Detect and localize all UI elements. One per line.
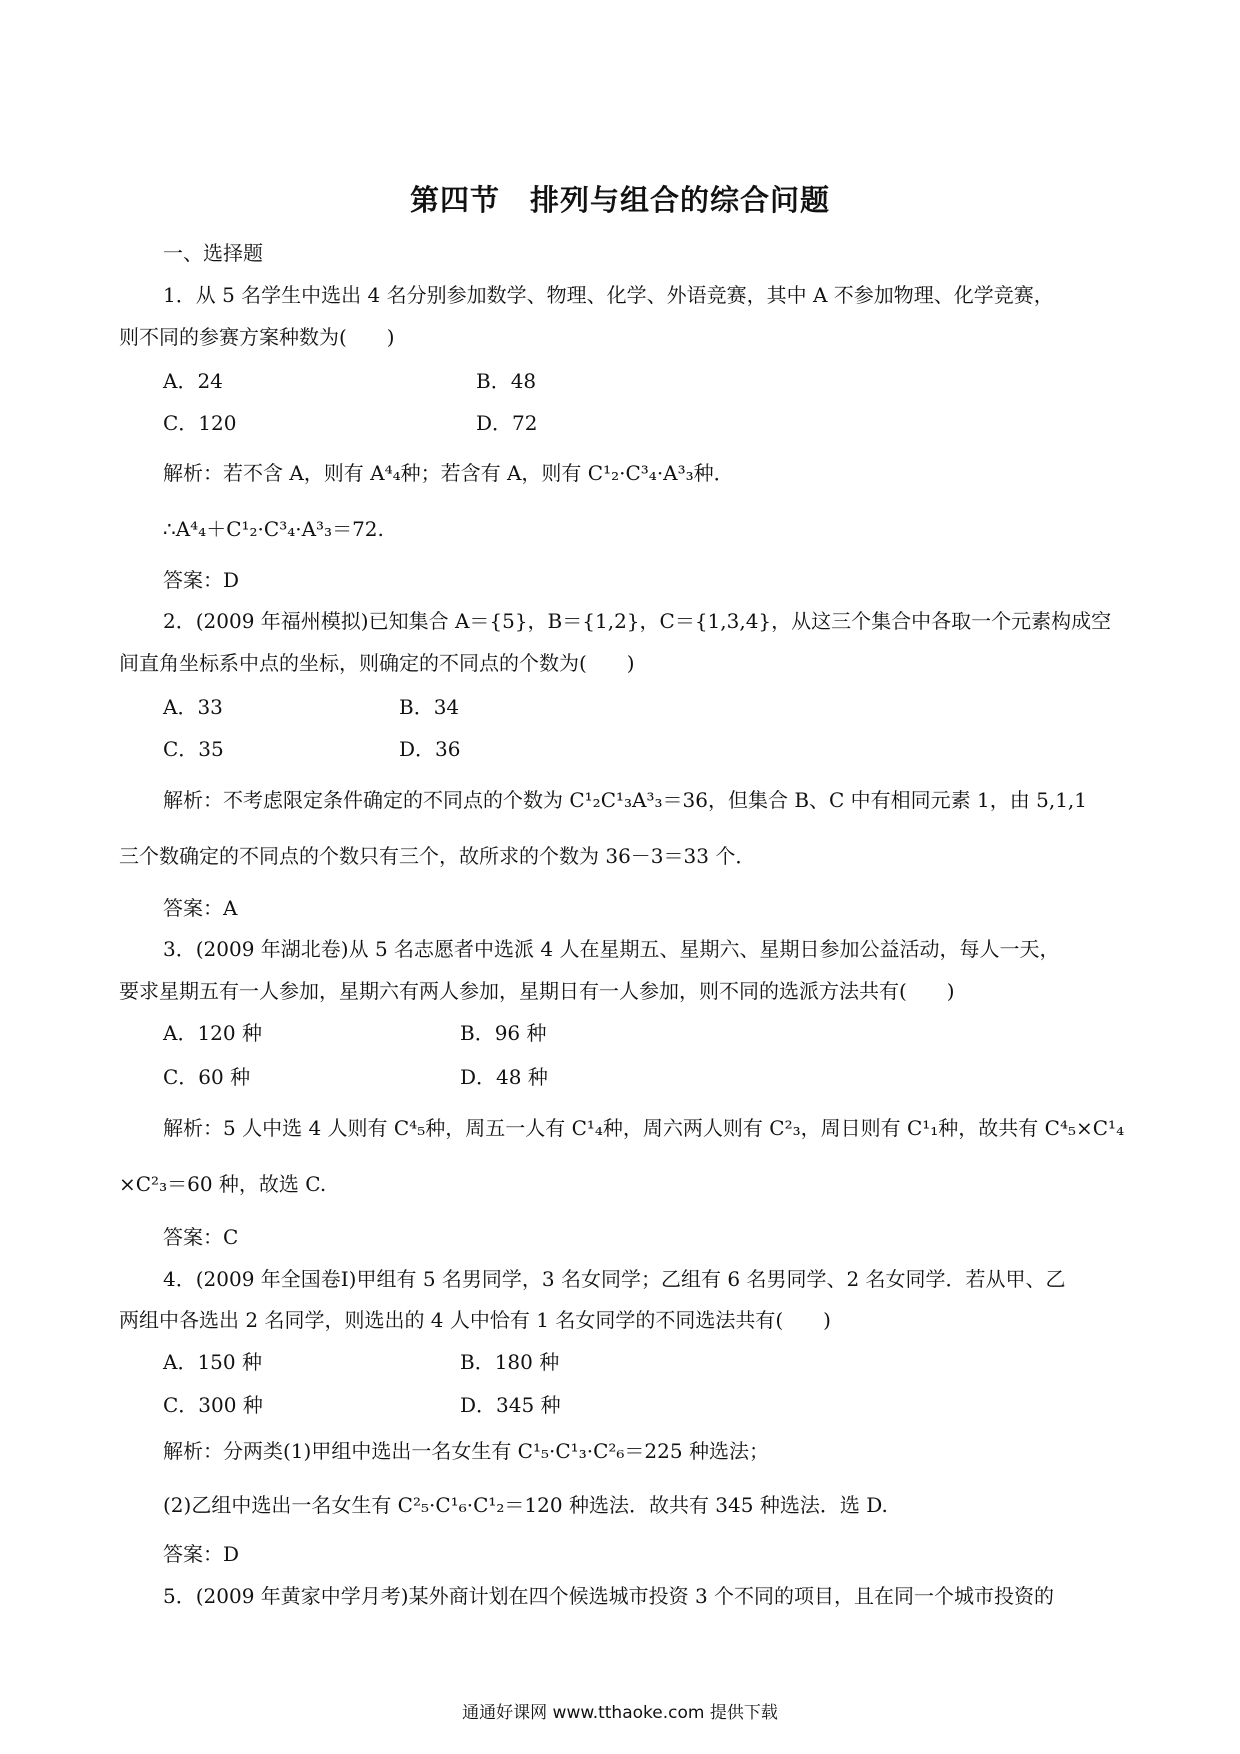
q1-option-a: A．24 (163, 369, 223, 393)
q3-option-c: C．60 种 (163, 1065, 251, 1089)
q4-answer: 答案：D (163, 1542, 240, 1566)
q2-answer: 答案：A (163, 896, 238, 920)
q3-analysis-line2: ×C²₃＝60 种，故选 C. (119, 1172, 327, 1196)
q2-option-c: C．35 (163, 737, 224, 761)
q1-stem-line1: 1．从 5 名学生中选出 4 名分别参加数学、物理、化学、外语竞赛，其中 A 不参加物理、化学竞赛， (163, 283, 1054, 307)
q4-stem-line1: 4．(2009 年全国卷Ⅰ)甲组有 5 名男同学，3 名女同学；乙组有 6 名男同学、2 名女同学．若从甲、乙 (163, 1267, 1066, 1291)
q4-option-d: D．345 种 (460, 1393, 561, 1417)
q1-option-d: D．72 (476, 411, 538, 435)
q2-stem-line1: 2．(2009 年福州模拟)已知集合 A＝{5}，B＝{1,2}，C＝{1,3,4}，从这三个集合中各取一个元素构成空 (163, 609, 1112, 633)
q2-analysis-line1: 解析：不考虑限定条件确定的不同点的个数为 C¹₂C¹₃A³₃＝36，但集合 B、C 中有相同元素 1，由 5,1,1 (163, 788, 1088, 812)
q3-option-d: D．48 种 (460, 1065, 548, 1089)
q4-stem-line2: 两组中各选出 2 名同学，则选出的 4 人中恰有 1 名女同学的不同选法共有( ) (119, 1308, 831, 1332)
q3-option-b: B．96 种 (460, 1021, 547, 1045)
page-footer: 通通好课网 www.tthaoke.com 提供下载 (462, 1703, 778, 1723)
q2-option-b: B．34 (399, 695, 460, 719)
q3-stem-line2: 要求星期五有一人参加，星期六有两人参加，星期日有一人参加，则不同的选派方法共有( ) (119, 979, 955, 1003)
q4-option-c: C．300 种 (163, 1393, 263, 1417)
q1-option-c: C．120 (163, 411, 237, 435)
q4-analysis-line2: (2)乙组中选出一名女生有 C²₅·C¹₆·C¹₂＝120 种选法．故共有 345 种选法．选 D. (163, 1493, 888, 1517)
q1-answer: 答案：D (163, 568, 240, 592)
q2-stem-line2: 间直角坐标系中点的坐标，则确定的不同点的个数为( ) (119, 651, 635, 675)
q3-stem-line1: 3．(2009 年湖北卷)从 5 名志愿者中选派 4 人在星期五、星期六、星期日参加公益活动，每人一天， (163, 937, 1060, 961)
q4-analysis-line1: 解析：分两类(1)甲组中选出一名女生有 C¹₅·C¹₃·C²₆＝225 种选法； (163, 1439, 769, 1463)
q5-stem-line1: 5．(2009 年黄家中学月考)某外商计划在四个候选城市投资 3 个不同的项目，且在同一个城市投资的 (163, 1584, 1055, 1608)
section-heading: 一、选择题 (163, 241, 263, 265)
q3-answer: 答案：C (163, 1225, 239, 1249)
page-title: 第四节 排列与组合的综合问题 (409, 183, 830, 217)
q1-analysis-line1: 解析：若不含 A，则有 A⁴₄种；若含有 A，则有 C¹₂·C³₄·A³₃种． (163, 461, 734, 485)
q2-option-d: D．36 (399, 737, 461, 761)
q2-option-a: A．33 (163, 695, 223, 719)
q1-option-b: B．48 (476, 369, 537, 393)
q4-option-a: A．150 种 (163, 1350, 262, 1374)
q2-analysis-line2: 三个数确定的不同点的个数只有三个，故所求的个数为 36－3＝33 个． (119, 844, 756, 868)
q3-option-a: A．120 种 (163, 1021, 262, 1045)
q1-stem-line2: 则不同的参赛方案种数为( ) (119, 325, 395, 349)
q1-analysis-line2: ∴A⁴₄＋C¹₂·C³₄·A³₃＝72. (163, 517, 384, 541)
q4-option-b: B．180 种 (460, 1350, 560, 1374)
q3-analysis-line1: 解析：5 人中选 4 人则有 C⁴₅种，周五一人有 C¹₄种，周六两人则有 C²₃，周日则有 C¹₁种，故共有 C⁴₅×C¹₄ (163, 1116, 1125, 1140)
